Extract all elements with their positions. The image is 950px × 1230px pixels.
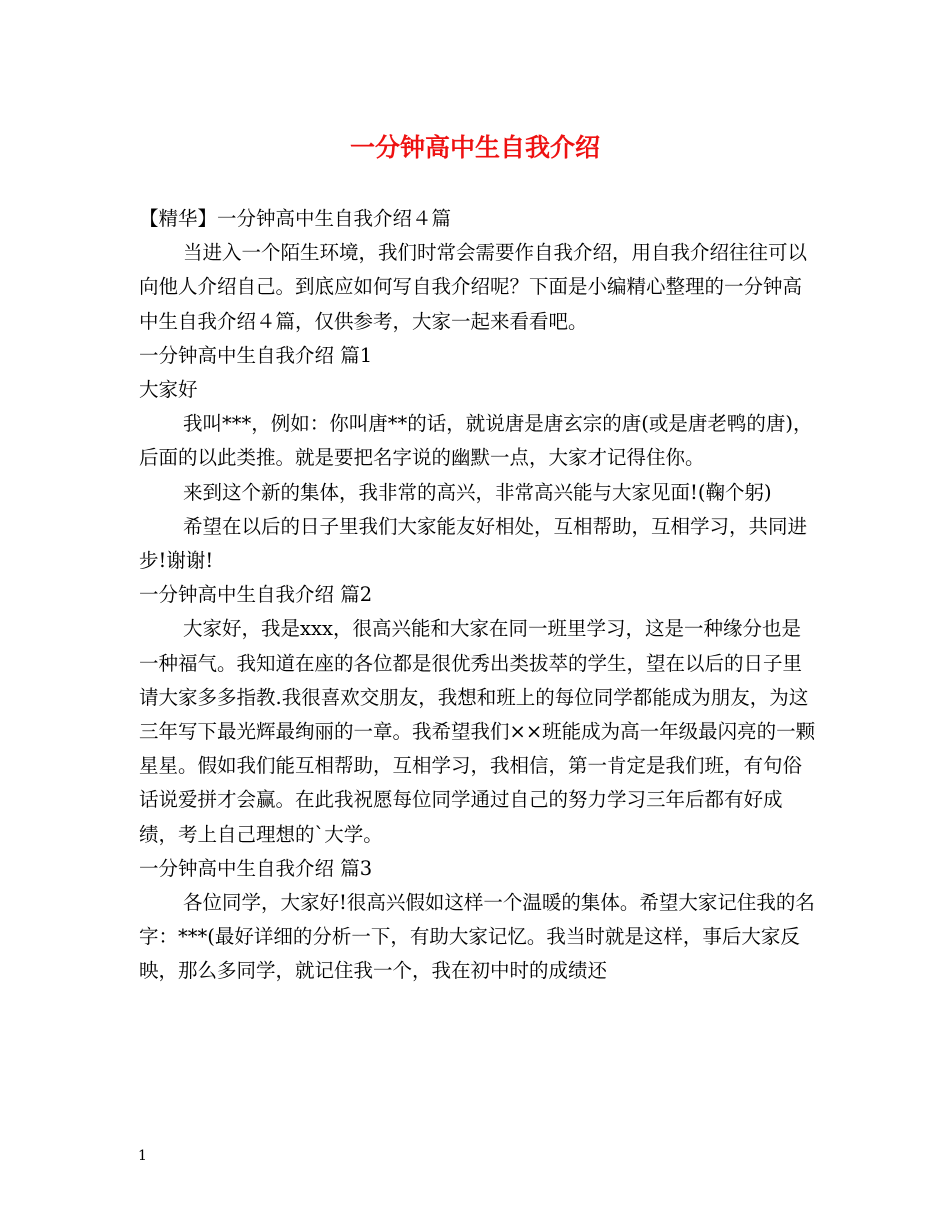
paragraph-name: 我叫***，例如：你叫唐**的话，就说唐是唐玄宗的唐(或是唐老鸭的唐)，后面的以此类推。就是要把名字说的幽默一点，大家才记得住你。 <box>139 412 813 470</box>
paragraph-heading: 【精华】一分钟高中生自我介绍４篇 <box>139 207 452 230</box>
paragraph-greeting: 大家好 <box>139 378 198 402</box>
section-heading-2: 一分钟高中生自我介绍 篇2 <box>139 583 373 607</box>
section-heading-1: 一分钟高中生自我介绍 篇1 <box>139 343 373 367</box>
paragraph-intro: 当进入一个陌生环境，我们时常会需要作自我介绍，用自我介绍往往可以向他人介绍自己。到底应如何写自我介绍呢？下面是小编精心整理的一分钟高中生自我介绍４篇，仅供参考，大家一起来看看吧。 <box>139 241 808 333</box>
paragraph-hope: 希望在以后的日子里我们大家能友好相处，互相帮助，互相学习，共同进步!谢谢! <box>139 514 808 573</box>
paragraph-happy: 来到这个新的集体，我非常的高兴，非常高兴能与大家见面!(鞠个躬) <box>183 480 772 504</box>
document-title: 一分钟高中生自我介绍 <box>349 133 600 162</box>
paragraph-section-2: 大家好，我是xxx，很高兴能和大家在同一班里学习，这是一种缘分也是一种福气。我知道在座的各位都是很优秀出类拔萃的学生，望在以后的日子里请大家多多指教.我很喜欢交朋友，我想和班上的每位同学都能成为朋友，为这三年写下最光辉最绚丽的一章。我希望我们××班能成为高一年级最闪亮的一颗星星。假如我们能互相帮助，互相学习，我相信，第一肯定是我们班，有句俗话说爱拼才会赢。在此我祝愿每位同学通过自己的努力学习三年后都有好成绩，考上自己理想的`大学。 <box>139 617 816 846</box>
paragraph-section-3: 各位同学，大家好!很高兴假如这样一个温暖的集体。希望大家记住我的名字：***(最好详细的分析一下，有助大家记忆。我当时就是这样，事后大家反映，那么多同学，就记住我一个，我在初中时的成绩还 <box>139 891 815 983</box>
section-heading-3: 一分钟高中生自我介绍 篇3 <box>139 856 373 880</box>
document-body <box>139 202 819 989</box>
page-number: 1 <box>138 1148 147 1164</box>
